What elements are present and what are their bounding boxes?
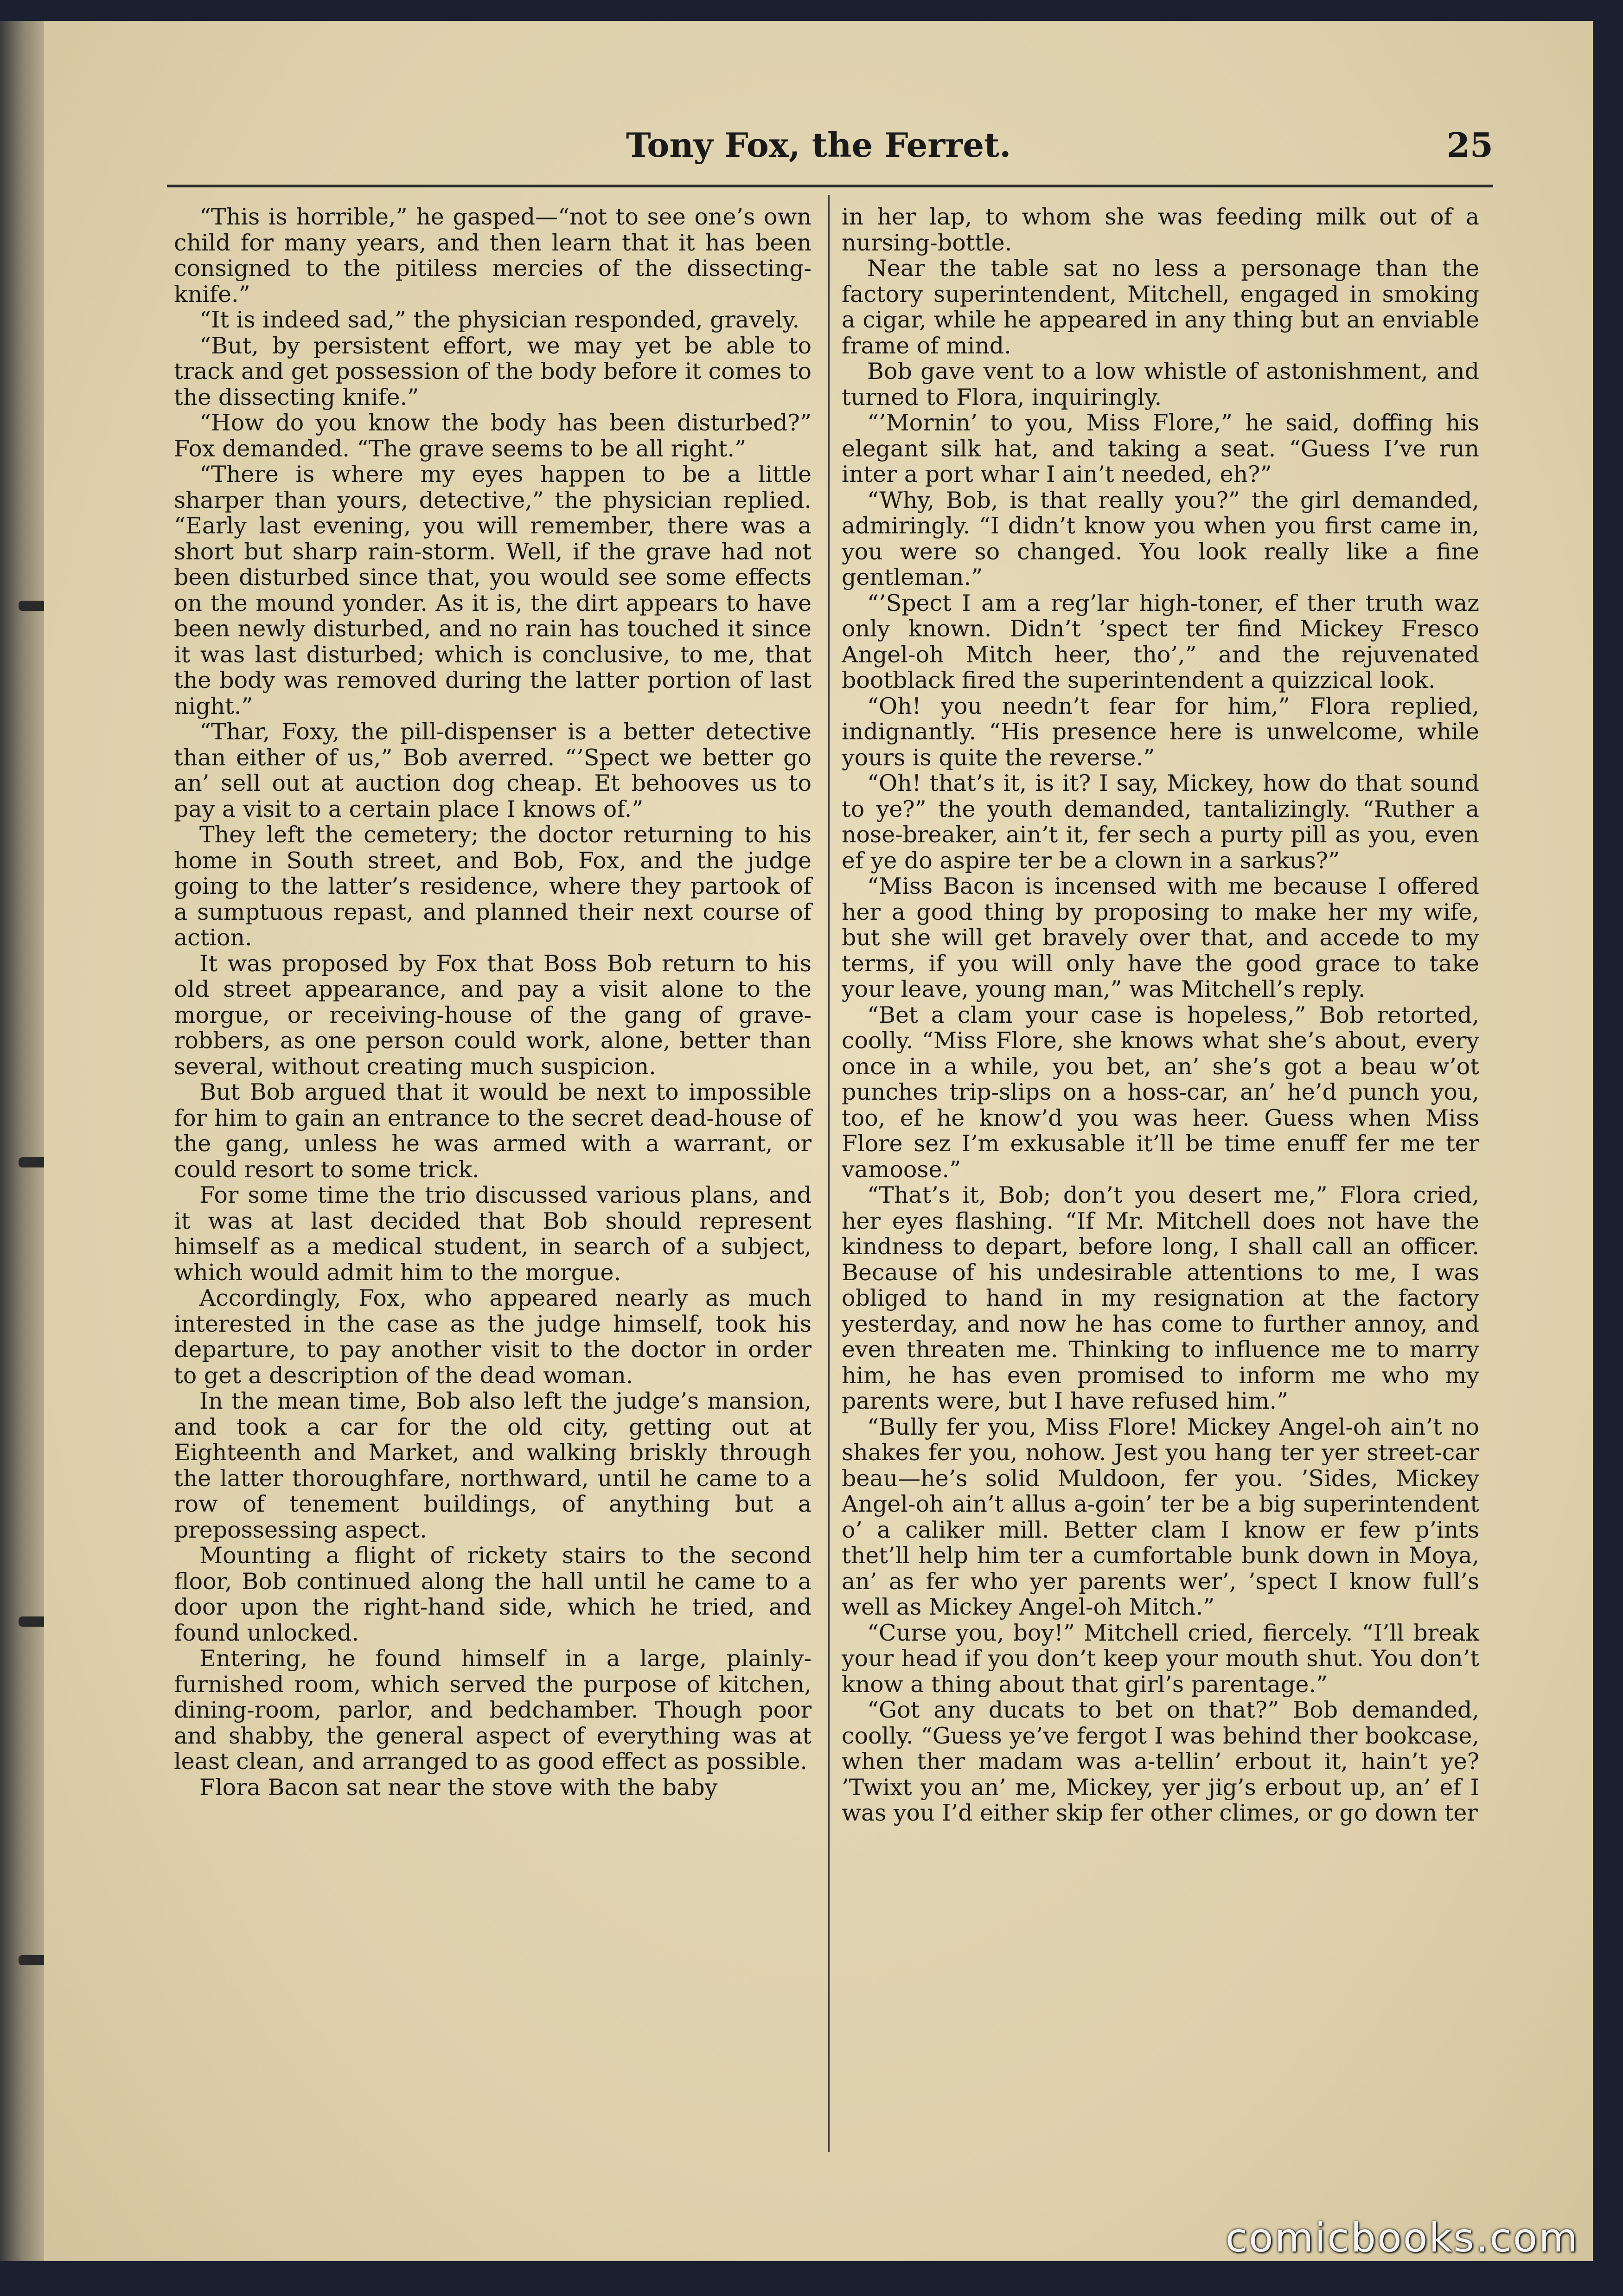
running-title: Tony Fox, the Ferret. — [626, 125, 1011, 165]
paragraph: “This is horrible,” he gasped—“not to see one’s own child for many years, and then learn that it has been consigned to the pitiless mercies of the dissecting-knife.” — [174, 204, 812, 308]
paragraph: “Bully fer you, Miss Flore! Mickey Angel-oh ain’t no shakes fer you, nohow. Jest you hang ter yer street-car beau—he’s solid Muldoon, fer you. ’Sides, Mickey Angel-oh ain’t allus a-goin’ ter be a big superintendent o’ a caliker mill. Better clam I know er few p’ints thet’ll help him ter a cumfortable bunk down in Moya, an’ as fer who yer parents wer’, ’spect I know full’s well as Mickey Angel-oh Mitch.” — [842, 1413, 1479, 1620]
paragraph: Accordingly, Fox, who appeared nearly as much interested in the case as the judge himself, took his departure, to pay another visit to the doctor in order to get a description of the dead woman. — [174, 1285, 812, 1389]
column-divider — [828, 195, 830, 2152]
paragraph: “Bet a clam your case is hopeless,” Bob retorted, coolly. “Miss Flore, she knows what she’s about, every once in a while, you bet, an’ she’s got a beau w’ot punches trip-slips on a hoss-car, an’ he’d punch you, too, ef he know’d you was heer. Guess when Miss Flore sez I’m exkusable it’ll be time enuff fer me ter vamoose.” — [842, 1001, 1479, 1183]
paragraph: “’Spect I am a reg’lar high-toner, ef ther truth waz only known. Didn’t ’spect ter find Mickey Fresco Angel-oh Mitch heer, tho’,” and the rejuvenated bootblack fired the superintendent a quizzical look. — [842, 590, 1479, 693]
header-rule — [167, 185, 1493, 187]
paragraph: “How do you know the body has been disturbed?” Fox demanded. “The grave seems to be all right.” — [174, 410, 812, 462]
running-header — [167, 125, 1493, 186]
right-column — [842, 204, 1479, 1826]
paragraph: Flora Bacon sat near the stove with the baby — [199, 1774, 718, 1801]
paragraph: But Bob argued that it would be next to impossible for him to gain an entrance to the secret dead-house of the gang, unless he was armed with a warrant, or could resort to some trick. — [174, 1079, 812, 1183]
watermark: comicbooks.com — [1225, 2215, 1579, 2261]
paragraph: “That’s it, Bob; don’t you desert me,” Flora cried, her eyes flashing. “If Mr. Mitchell does not have the kindness to depart, before long, I shall call an officer. Because of his undesirable attentions to me, I was obliged to hand in my resignation at the factory yesterday, and now he has come to further annoy, and even threaten me. Thinking to influence me to marry him, he has even promised to inform me who my parents were, but I have refused him.” — [842, 1182, 1479, 1414]
paragraph: They left the cemetery; the doctor returning to his home in South street, and Bob, Fox, and the judge going to the latter’s residence, where they partook of a sumptuous repast, and planned their next course of action. — [174, 821, 812, 951]
paragraph: “Got any ducats to bet on that?” Bob demanded, coolly. “Guess ye’ve fergot I was behind ther bookcase, when ther madam was a-tellin’ erbout it, hain’t ye? ’Twixt you an’ me, Mickey, yer jig’s erbout up, an’ ef I was you I’d either skip fer other climes, or go down ter — [842, 1697, 1479, 1826]
paragraph: “But, by persistent effort, we may yet be able to track and get possession of the body before it comes to the dissecting knife.” — [174, 332, 812, 410]
paragraph: For some time the trio discussed various plans, and it was at last decided that Bob should represent himself as a medical student, in search of a subject, which would admit him to the morgue. — [174, 1182, 812, 1286]
paragraph: It was proposed by Fox that Boss Bob return to his old street appearance, and pay a visit alone to the morgue, or receiving-house of the gang of grave-robbers, as one person could work, alone, better than several, without creating much suspicion. — [174, 950, 812, 1080]
paragraph: “It is indeed sad,” the physician responded, gravely. — [199, 307, 800, 333]
paragraph: “Oh! that’s it, is it? I say, Mickey, how do that sound to ye?” the youth demanded, tantalizingly. “Ruther a nose-breaker, ain’t it, fer sech a purty pill as you, even ef ye do aspire ter be a clown in a sarkus?” — [842, 770, 1479, 874]
paragraph: In the mean time, Bob also left the judge’s mansion, and took a car for the old city, getting out at Eighteenth and Market, and walking briskly through the latter thoroughfare, northward, until he came to a row of tenement buildings, of anything but a prepossessing aspect. — [174, 1388, 812, 1543]
left-column — [174, 204, 812, 1800]
paragraph: Bob gave vent to a low whistle of astonishment, and turned to Flora, inquiringly. — [842, 358, 1479, 410]
paragraph: Mounting a flight of rickety stairs to the second floor, Bob continued along the hall until he came to a door upon the right-hand side, which he tried, and found unlocked. — [174, 1542, 812, 1646]
paragraph: “Oh! you needn’t fear for him,” Flora replied, indignantly. “His presence here is unwelcome, while yours is quite the reverse.” — [842, 693, 1479, 771]
paragraph: “’Mornin’ to you, Miss Flore,” he said, doffing his elegant silk hat, and taking a seat. “Guess I’ve run inter a port whar I ain’t needed, eh?” — [842, 410, 1479, 487]
paragraph: Entering, he found himself in a large, plainly-furnished room, which served the purpose of kitchen, dining-room, parlor, and bedchamber. Though poor and shabby, the general aspect of everything was at least clean, and arranged to as good effect as possible. — [174, 1645, 812, 1775]
paragraph: “There is where my eyes happen to be a little sharper than yours, detective,” the physician replied. “Early last evening, you will remember, there was a short but sharp rain-storm. Well, if the grave had not been disturbed since that, you would see some effects on the mound yonder. As it is, the dirt appears to have been newly disturbed, and no rain has touched it since it was last disturbed; which is conclusive, to me, that the body was removed during the latter portion of last night.” — [174, 461, 812, 719]
paragraph-continuation: in her lap, to whom she was feeding milk out of a nursing-bottle. — [842, 204, 1479, 256]
paragraph: “Miss Bacon is incensed with me because I offered her a good thing by proposing to make her my wife, but she will get bravely over that, and accede to my terms, if you will only have the good grace to take your leave, young man,” was Mitchell’s reply. — [842, 873, 1479, 1002]
paragraph: Near the table sat no less a personage than the factory superintendent, Mitchell, engaged in smoking a cigar, while he appeared in any thing but an enviable frame of mind. — [842, 255, 1479, 359]
paragraph: “Curse you, boy!” Mitchell cried, fiercely. “I’ll break your head if you don’t keep your mouth shut. You don’t know a thing about that girl’s parentage.” — [842, 1619, 1479, 1698]
page-number: 25 — [1446, 125, 1493, 165]
paragraph: “Why, Bob, is that really you?” the girl demanded, admiringly. “I didn’t know you when you first came in, you were so changed. You look really like a fine gentleman.” — [842, 487, 1479, 590]
paragraph: “Thar, Foxy, the pill-dispenser is a better detective than either of us,” Bob averred. “’Spect we better go an’ sell out at auction dog cheap. Et behooves us to pay a visit to a certain place I knows of.” — [174, 718, 812, 822]
